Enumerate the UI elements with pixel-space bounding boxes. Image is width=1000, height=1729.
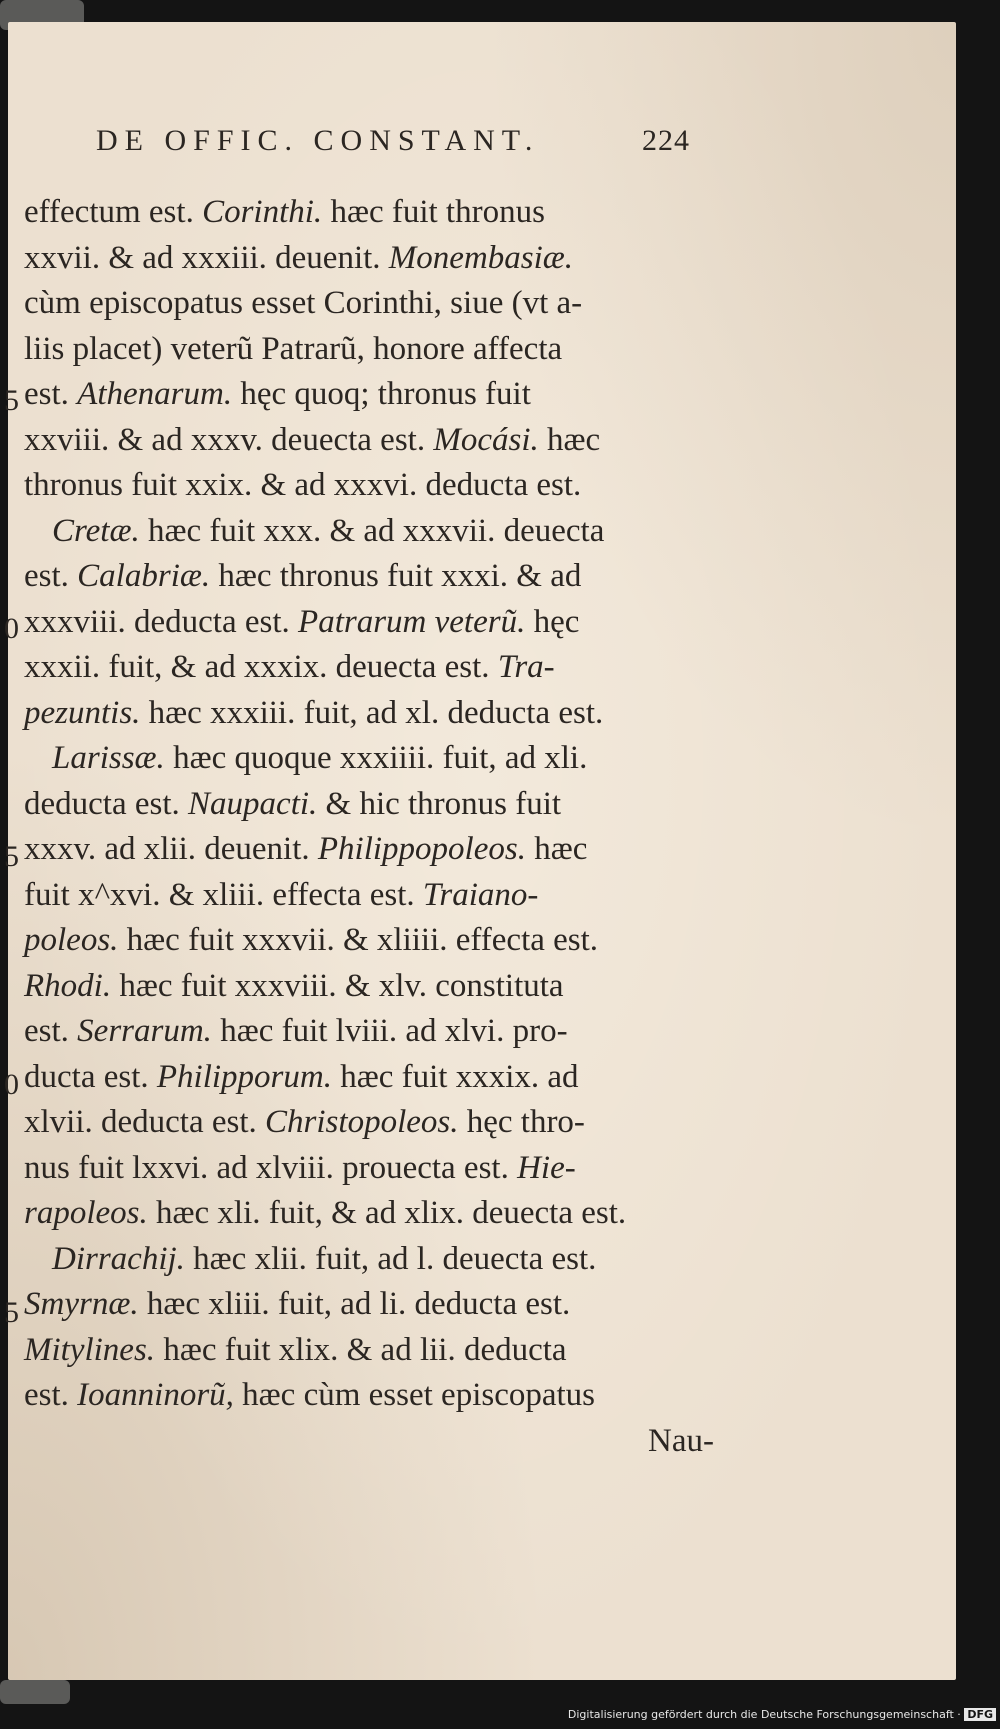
place-name: Mitylines. [24, 1331, 156, 1368]
text-segment: hæc fuit xxxvii. & xliiii. effecta est. [118, 922, 599, 958]
place-name: Monembasiæ. [388, 239, 574, 276]
text-segment: hæc thronus fuit xxxi. & ad [210, 558, 582, 594]
place-name: Serrarum. [77, 1013, 212, 1049]
place-name: rapoleos. [24, 1195, 148, 1231]
dfg-logo: DFG [964, 1708, 996, 1721]
text-line [24, 190, 714, 236]
text-segment: hęc quoq; thronus fuit [232, 376, 531, 412]
text-line [24, 554, 714, 600]
text-line [24, 1055, 714, 1101]
margin-number: 5 [4, 384, 19, 417]
text-segment: & hic thronus fuit [317, 785, 562, 822]
text-segment: hæc xliii. fuit, ad li. deducta est. [138, 1286, 571, 1322]
text-segment: est. [24, 558, 78, 594]
place-name: Mocási. [433, 421, 539, 458]
text-segment: hæc fuit thronus [322, 194, 545, 230]
text-segment: xxxii. fuit, & ad xxxix. deuecta est. [24, 649, 498, 685]
place-name: Cretæ. [52, 512, 140, 549]
text-segment: hæc [525, 831, 588, 867]
text-line [24, 1146, 714, 1192]
text-line [24, 1373, 714, 1419]
text-segment: hæc quoque xxxiiii. fuit, ad xli. [164, 740, 588, 776]
text-segment: Nau- [648, 1422, 714, 1459]
text-line [24, 1191, 714, 1237]
text-segment: xlvii. deducta est. [24, 1104, 266, 1140]
text-line [24, 827, 714, 873]
running-header [96, 124, 690, 158]
text-segment: hæc cùm esset episcopatus [233, 1377, 596, 1413]
text-segment: thronus fuit xxix. & ad xxxvi. deducta est. [24, 467, 582, 503]
text-segment: hæc fuit xxx. & ad xxxvii. deuecta [139, 512, 605, 549]
body-text [24, 190, 714, 1464]
credit-text: Digitalisierung gefördert durch die Deutsche Forschungsgemeinschaft · [567, 1708, 961, 1721]
text-line [24, 918, 714, 964]
place-name: poleos. [24, 922, 119, 958]
place-name: Dirrachij. [52, 1240, 185, 1277]
text-segment: est. [24, 1013, 78, 1049]
text-segment: xxxviii. deducta est. [24, 603, 299, 640]
margin-number: 0 [4, 612, 19, 645]
text-line [24, 1237, 714, 1283]
margin-number: 0 [4, 1068, 19, 1101]
text-segment: hæc fuit xxxviii. & xlv. constituta [111, 967, 564, 1004]
text-line [24, 281, 714, 327]
text-segment: xxviii. & ad xxxv. deuecta est. [24, 421, 434, 458]
text-line [24, 691, 714, 737]
place-name: Ioanninorũ, [77, 1377, 234, 1413]
header-title: DE OFFIC. CONSTANT. [96, 124, 540, 157]
text-segment: nus fuit lxxvi. ad xlviii. prouecta est. [24, 1149, 518, 1186]
text-segment: xxxv. ad xlii. deuenit. [24, 831, 318, 867]
text-segment: hæc fuit xxxix. ad [331, 1058, 579, 1095]
place-name: Patrarum veterũ. [298, 603, 526, 640]
place-name: pezuntis. [24, 694, 141, 731]
place-name: Hie- [517, 1149, 576, 1186]
text-segment: hæc xxxiii. fuit, ad xl. deducta est. [140, 694, 604, 731]
place-name: Athenarum. [77, 376, 233, 412]
place-name: Traiano- [422, 876, 539, 913]
place-name: Corinthi. [202, 194, 323, 230]
text-line [24, 463, 714, 509]
margin-number: 5 [4, 1296, 19, 1329]
text-line [24, 327, 714, 373]
text-line [24, 1100, 714, 1146]
text-line [24, 236, 714, 282]
text-line [24, 1009, 714, 1055]
text-segment: hæc xlii. fuit, ad l. deuecta est. [184, 1240, 597, 1277]
text-line [24, 509, 714, 555]
text-line [24, 873, 714, 919]
digitization-credit [0, 1708, 996, 1721]
text-line [24, 782, 714, 828]
text-segment: hæc fuit xlix. & ad lii. deducta [155, 1331, 567, 1368]
text-segment: est. [24, 376, 78, 412]
text-segment: est. [24, 1377, 78, 1413]
text-line [24, 372, 714, 418]
text-segment: ducta est. [24, 1058, 157, 1095]
place-name: Naupacti. [188, 785, 318, 822]
place-name: Philipporum. [156, 1058, 332, 1095]
text-segment: xxvii. & ad xxxiii. deuenit. [24, 239, 389, 276]
text-segment: effectum est. [24, 194, 203, 230]
text-line [24, 645, 714, 691]
place-name: Smyrnæ. [24, 1286, 139, 1322]
text-segment: hæc [538, 421, 601, 458]
text-segment: hęc [525, 603, 580, 640]
text-line [24, 418, 714, 464]
place-name: Christopoleos. [265, 1104, 459, 1140]
text-segment: liis placet) veterũ Patrarũ, honore affecta [24, 330, 563, 367]
text-segment: hæc xli. fuit, & ad xlix. deuecta est. [147, 1195, 627, 1231]
margin-number: 5 [4, 840, 19, 873]
place-name: Calabriæ. [77, 558, 211, 594]
place-name: Philippopoleos. [317, 831, 526, 867]
place-name: Rhodi. [24, 967, 112, 1004]
text-segment: fuit x^xvi. & xliii. effecta est. [24, 876, 423, 913]
text-line [24, 1282, 714, 1328]
page-number: 224 [642, 124, 690, 157]
text-segment: cùm episcopatus esset Corinthi, siue (vt a- [24, 285, 583, 321]
place-name: Larissæ. [52, 740, 165, 776]
text-segment: hæc fuit lviii. ad xlvi. pro- [211, 1013, 568, 1049]
clasp-bottom [0, 1680, 70, 1704]
text-segment: deducta est. [24, 785, 189, 822]
text-segment: hęc thro- [458, 1104, 585, 1140]
text-line [24, 1328, 714, 1374]
place-name: Tra- [497, 649, 555, 685]
text-line [24, 736, 714, 782]
text-line [24, 600, 714, 646]
text-line [24, 964, 714, 1010]
catchword [24, 1419, 714, 1465]
